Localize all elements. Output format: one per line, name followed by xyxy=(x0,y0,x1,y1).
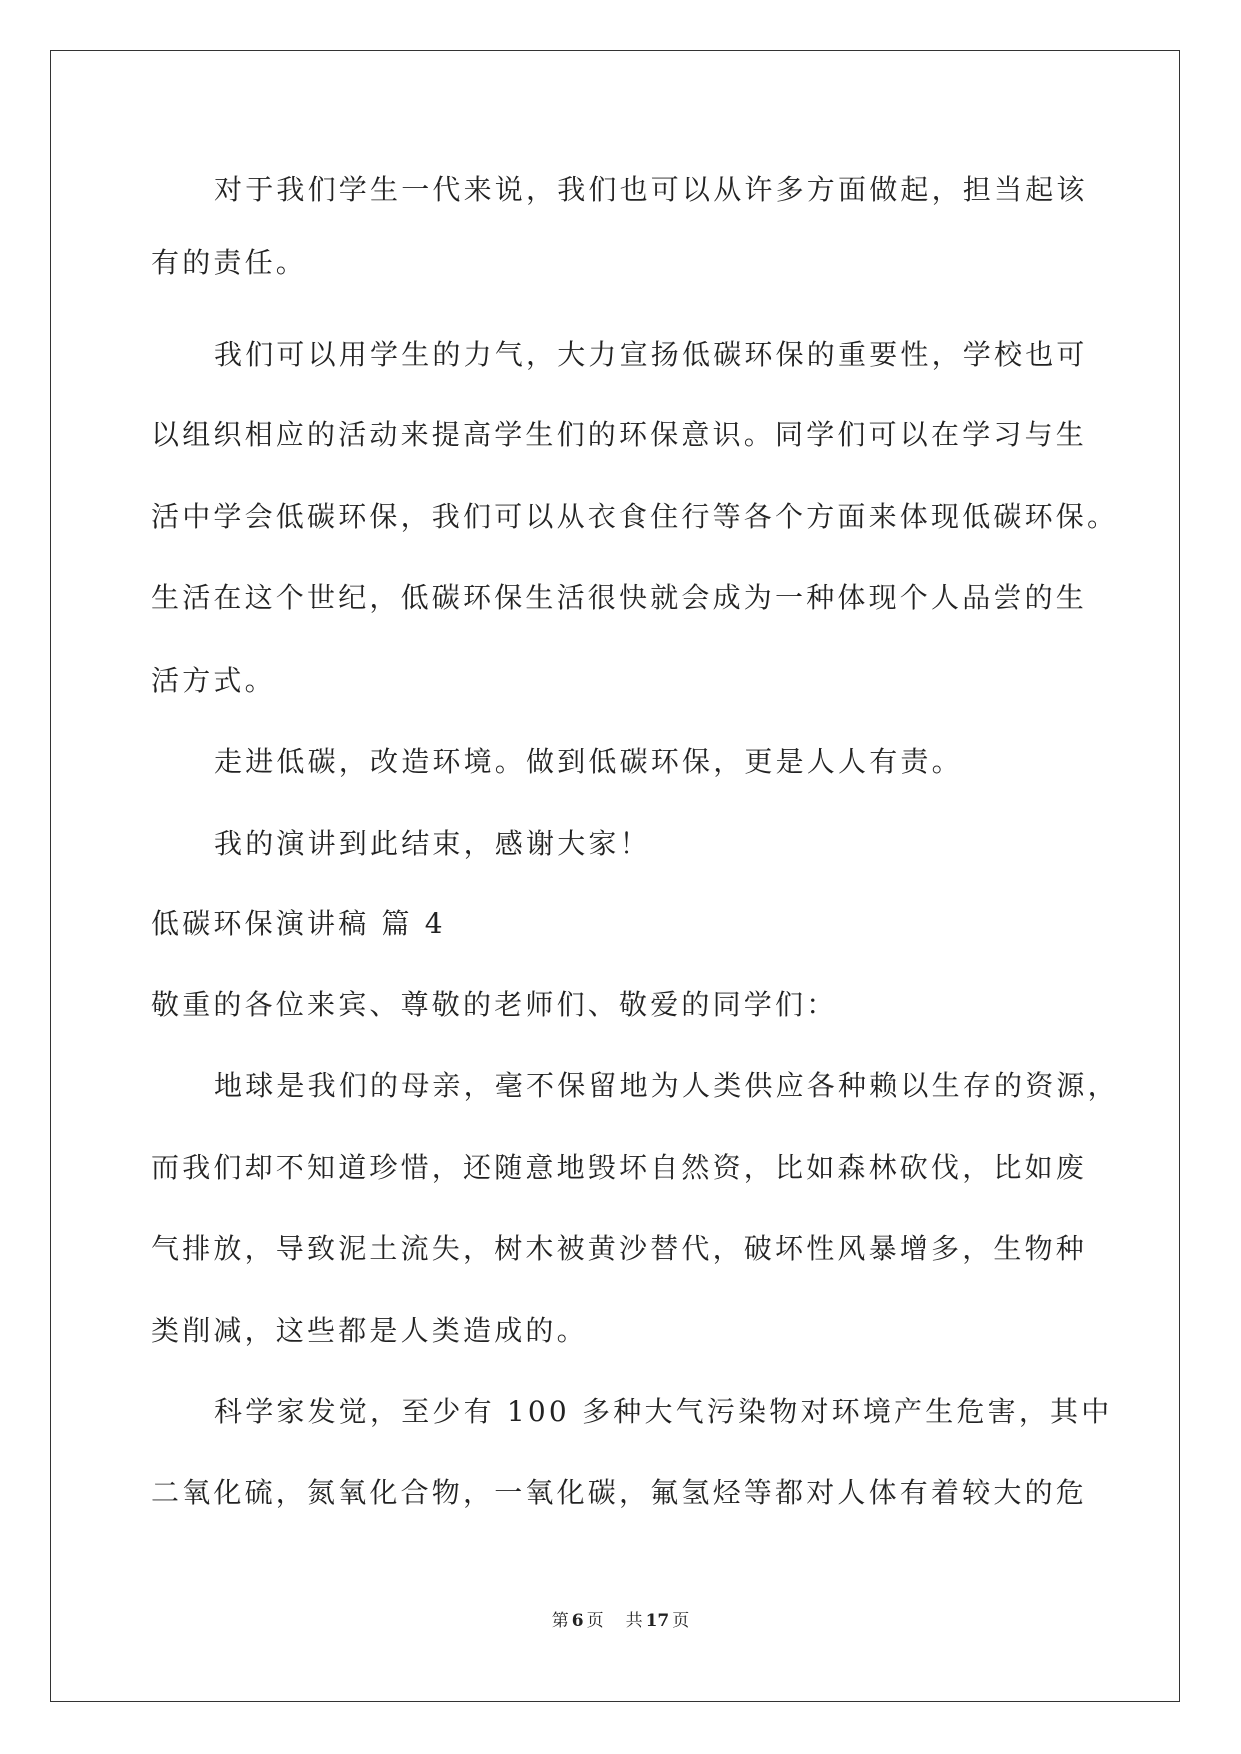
paragraph-line: 气排放，导致泥土流失，树木被黄沙替代，破坏性风暴增多，生物种 xyxy=(151,1232,1088,1265)
paragraph-line: 对于我们学生一代来说，我们也可以从许多方面做起，担当起该 xyxy=(214,173,1088,206)
paragraph-line: 生活在这个世纪，低碳环保生活很快就会成为一种体现个人品尝的生 xyxy=(151,581,1088,614)
page-footer xyxy=(0,1609,1241,1633)
paragraph-line: 活方式。 xyxy=(151,664,276,697)
paragraph-line: 二氧化硫，氮氧化合物，一氧化碳，氟氢烃等都对人体有着较大的危 xyxy=(151,1476,1088,1509)
paragraph-line: 而我们却不知道珍惜，还随意地毁坏自然资，比如森林砍伐，比如废 xyxy=(151,1151,1088,1184)
total-suffix: 页 xyxy=(672,1611,690,1631)
total-prefix: 共 xyxy=(625,1611,643,1631)
paragraph-line: 以组织相应的活动来提高学生们的环保意识。同学们可以在学习与生 xyxy=(151,418,1088,451)
page-prefix: 第 xyxy=(551,1611,569,1631)
paragraph-line: 类削减，这些都是人类造成的。 xyxy=(151,1314,588,1347)
total-pages: 17 xyxy=(645,1611,670,1631)
paragraph-line: 走进低碳，改造环境。做到低碳环保，更是人人有责。 xyxy=(214,745,963,778)
paragraph-line: 我们可以用学生的力气，大力宣扬低碳环保的重要性，学校也可 xyxy=(214,338,1088,371)
section-heading: 低碳环保演讲稿 篇 4 xyxy=(151,907,446,940)
salutation: 敬重的各位来宾、尊敬的老师们、敬爱的同学们： xyxy=(151,988,838,1021)
paragraph-line: 我的演讲到此结束，感谢大家！ xyxy=(214,827,651,860)
page-suffix: 页 xyxy=(586,1611,604,1631)
paragraph-line: 科学家发觉，至少有 100 多种大气污染物对环境产生危害，其中 xyxy=(214,1395,1113,1428)
paragraph-line: 地球是我们的母亲，毫不保留地为人类供应各种赖以生存的资源， xyxy=(214,1069,1119,1102)
page-border xyxy=(50,50,1180,1702)
paragraph-line: 有的责任。 xyxy=(151,246,308,279)
paragraph-line: 活中学会低碳环保，我们可以从衣食住行等各个方面来体现低碳环保。 xyxy=(151,500,1119,533)
page-number: 6 xyxy=(571,1611,584,1631)
